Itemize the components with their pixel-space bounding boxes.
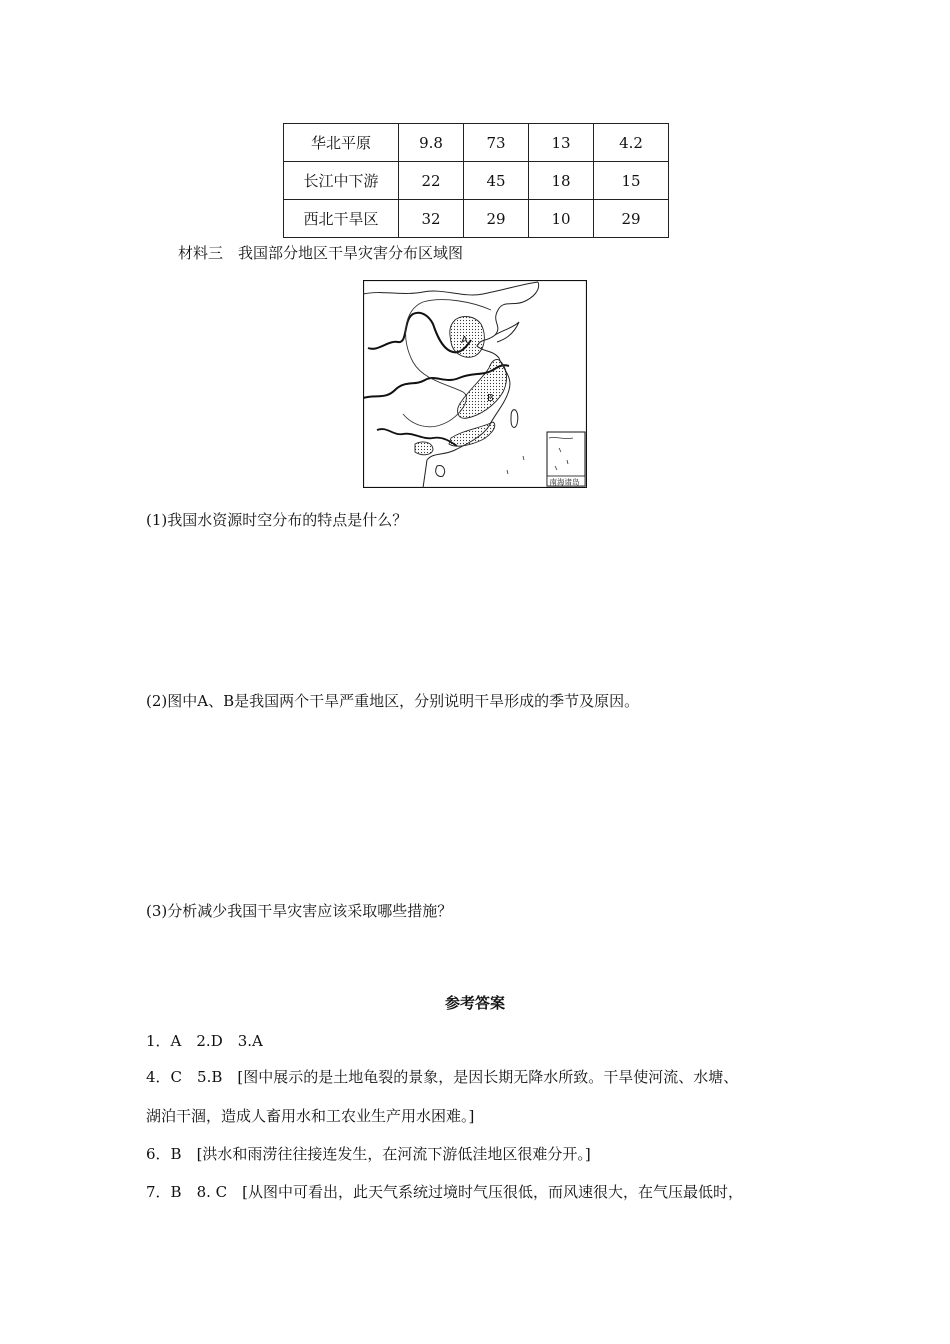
answer-line: 4．C 5.B [图中展示的是土地龟裂的景象，是因长期无降水所致。干旱使河流、水塘、	[146, 1068, 739, 1086]
table-cell: 45	[464, 162, 529, 200]
table-cell: 9.8	[399, 124, 464, 162]
table-cell: 29	[464, 200, 529, 238]
answer-line: 湖泊干涸，造成人畜用水和工农业生产用水困难。]	[146, 1107, 475, 1125]
table-cell: 18	[529, 162, 594, 200]
table-cell: 73	[464, 124, 529, 162]
table-cell: 13	[529, 124, 594, 162]
table-cell: 长江中下游	[284, 162, 399, 200]
table-row	[284, 162, 669, 200]
table-cell: 29	[594, 200, 669, 238]
map-label-a: A	[461, 335, 468, 346]
map-label-b: B	[487, 393, 494, 404]
water-resource-table	[283, 123, 669, 238]
taiwan-island	[511, 410, 518, 428]
table-cell: 华北平原	[284, 124, 399, 162]
table-cell: 10	[529, 200, 594, 238]
inset-label: 南海诸岛	[549, 477, 580, 487]
table-cell: 32	[399, 200, 464, 238]
drought-area-southwest	[415, 442, 433, 455]
question-2: (2)图中A、B是我国两个干旱严重地区，分别说明干旱形成的季节及原因。	[146, 692, 640, 710]
material3-caption: 材料三 我国部分地区干旱灾害分布区域图	[178, 244, 464, 262]
question-1: (1)我国水资源时空分布的特点是什么？	[146, 511, 408, 529]
table-cell: 15	[594, 162, 669, 200]
question-3: (3)分析减少我国干旱灾害应该采取哪些措施？	[146, 902, 453, 920]
answer-line: 7．B 8. C [从图中可看出，此天气系统过境时气压很低，而风速很大，在气压最低时，	[146, 1183, 743, 1201]
table-row	[284, 200, 669, 238]
table-cell: 西北干旱区	[284, 200, 399, 238]
hainan-island	[436, 466, 445, 477]
table-cell: 22	[399, 162, 464, 200]
answer-line: 6．B [洪水和雨涝往往接连发生，在河流下游低洼地区很难分开。]	[146, 1145, 591, 1163]
answers-title: 参考答案	[444, 994, 505, 1012]
table-row	[284, 124, 669, 162]
answer-line: 1．A 2.D 3.A	[146, 1032, 263, 1050]
table-cell: 4.2	[594, 124, 669, 162]
drought-distribution-map	[363, 280, 587, 488]
